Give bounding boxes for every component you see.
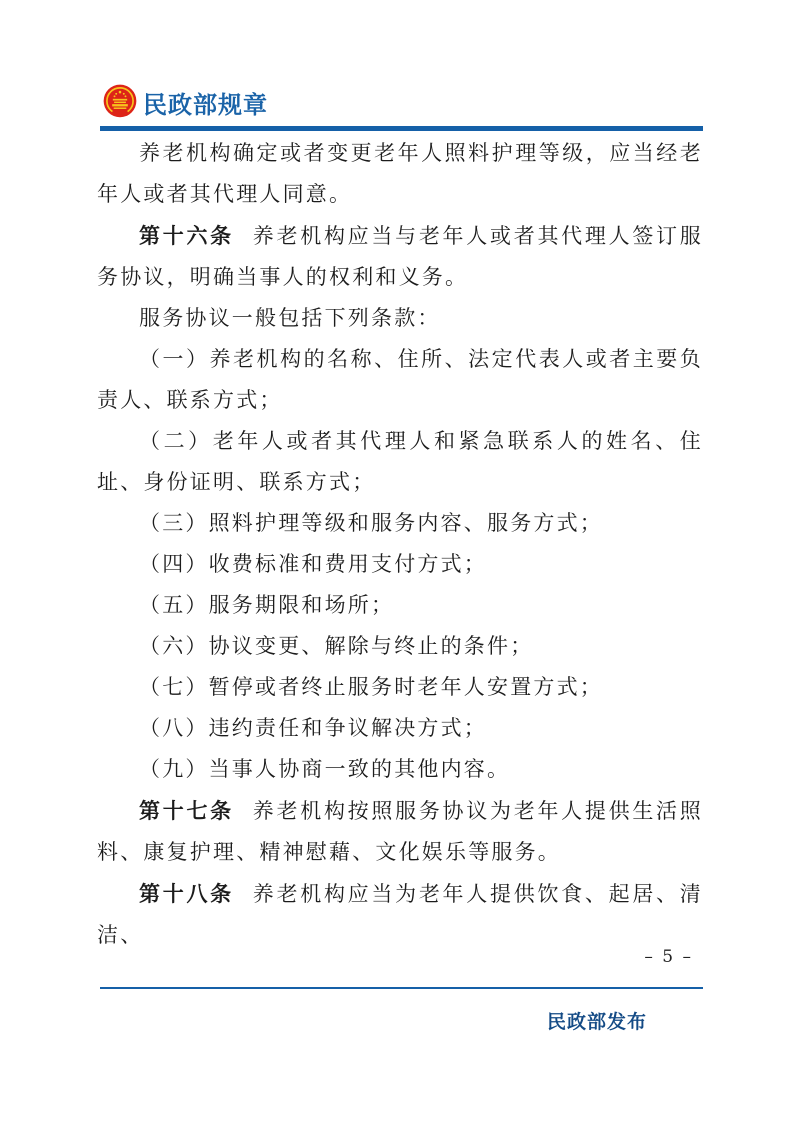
page-number: – 5 – xyxy=(644,947,693,967)
paragraph-text: （一）养老机构的名称、住所、法定代表人或者主要负责人、联系方式； xyxy=(97,347,703,412)
paragraph xyxy=(97,873,703,956)
page-title: 民政部规章 xyxy=(143,90,268,119)
footer-divider xyxy=(100,987,703,989)
paragraph-text: 养老机构按照服务协议为老年人提供生活照料、康复护理、精神慰藉、文化娱乐等服务。 xyxy=(97,799,703,864)
paragraph xyxy=(97,585,703,626)
paragraph xyxy=(97,626,703,667)
paragraph xyxy=(97,215,703,298)
article-number: 第十六条 xyxy=(139,223,234,248)
paragraph xyxy=(97,298,703,339)
paragraph-text: （四）收费标准和费用支付方式； xyxy=(139,552,487,576)
paragraph-text: 养老机构应当与老年人或者其代理人签订服务协议，明确当事人的权利和义务。 xyxy=(97,224,703,289)
paragraph xyxy=(97,790,703,873)
paragraph xyxy=(97,708,703,749)
paragraph-text: （七）暂停或者终止服务时老年人安置方式； xyxy=(139,675,603,699)
national-emblem-icon xyxy=(101,83,139,121)
paragraph-text: （二）老年人或者其代理人和紧急联系人的姓名、住址、身份证明、联系方式； xyxy=(97,429,703,494)
paragraph xyxy=(97,749,703,790)
paragraph-text: （六）协议变更、解除与终止的条件； xyxy=(139,634,534,658)
paragraph-text: （九）当事人协商一致的其他内容。 xyxy=(139,757,511,781)
paragraph xyxy=(97,421,703,503)
page-header xyxy=(101,83,268,121)
paragraph xyxy=(97,339,703,421)
document-body xyxy=(97,133,703,956)
paragraph-text: 养老机构应当为老年人提供饮食、起居、清洁、 xyxy=(97,882,703,947)
paragraph xyxy=(97,667,703,708)
article-number: 第十八条 xyxy=(139,881,234,906)
publisher-label: 民政部发布 xyxy=(546,1011,647,1033)
paragraph-text: （八）违约责任和争议解决方式； xyxy=(139,716,487,740)
paragraph-text: （五）服务期限和场所； xyxy=(139,593,395,617)
header-divider xyxy=(100,126,703,131)
paragraph-text: 服务协议一般包括下列条款： xyxy=(139,306,441,330)
paragraph xyxy=(97,133,703,215)
article-number: 第十七条 xyxy=(139,798,234,823)
paragraph-text: 养老机构确定或者变更老年人照料护理等级，应当经老年人或者其代理人同意。 xyxy=(97,141,703,206)
paragraph-text: （三）照料护理等级和服务内容、服务方式； xyxy=(139,511,603,535)
paragraph xyxy=(97,544,703,585)
paragraph xyxy=(97,503,703,544)
